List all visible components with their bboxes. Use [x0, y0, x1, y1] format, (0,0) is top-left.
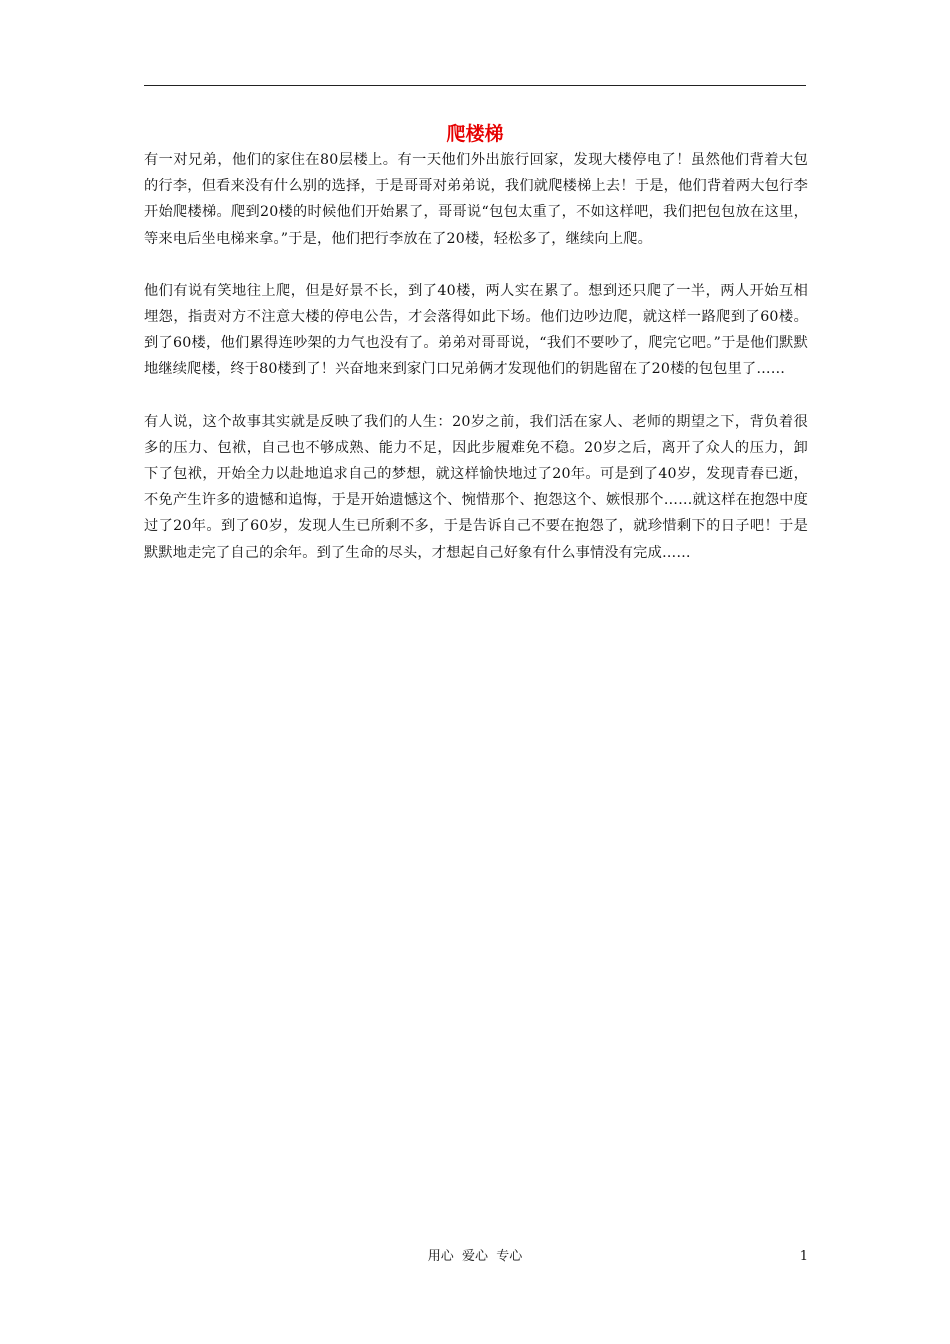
paragraph-1: 有一对兄弟，他们的家住在80层楼上。有一天他们外出旅行回家，发现大楼停电了！虽然他们背着大包的行李，但看来没有什么别的选择，于是哥哥对弟弟说，我们就爬楼梯上去！于是，他们背着两大包行李开始爬楼梯。爬到20楼的时候他们开始累了，哥哥说“包包太重了，不如这样吧，我们把包包放在这里，等来电后坐电梯来拿。”于是，他们把行李放在了20楼，轻松多了，继续向上爬。: [144, 152, 808, 247]
document-body: [144, 147, 808, 592]
paragraph-3: 有人说，这个故事其实就是反映了我们的人生：20岁之前，我们活在家人、老师的期望之下，背负着很多的压力、包袱，自己也不够成熟、能力不足，因此步履难免不稳。20岁之后，离开了众人的压力，卸下了包袱，开始全力以赴地追求自己的梦想，就这样愉快地过了20年。可是到了40岁，发现青春已逝，不免产生许多的遗憾和追悔，于是开始遗憾这个、惋惜那个、抱怨这个、嫉恨那个……就这样在抱怨中度过了20年。到了60岁，发现人生已所剩不多，于是告诉自己不要在抱怨了，就珍惜剩下的日子吧！于是默默地走完了自己的余年。到了生命的尽头，才想起自己好象有什么事情没有完成……: [144, 413, 808, 561]
paragraph-2: 他们有说有笑地往上爬，但是好景不长，到了40楼，两人实在累了。想到还只爬了一半，两人开始互相埋怨，指责对方不注意大楼的停电公告，才会落得如此下场。他们边吵边爬，就这样一路爬到了60楼。到了60楼，他们累得连吵架的力气也没有了。弟弟对哥哥说，“我们不要吵了，爬完它吧。”于是他们默默地继续爬楼，终于80楼到了！兴奋地来到家门口兄弟俩才发现他们的钥匙留在了20楼的包包里了……: [144, 282, 808, 378]
page-number: 1: [799, 1249, 808, 1264]
header-rule: [144, 85, 806, 86]
document-title: 爬楼梯: [446, 123, 504, 145]
footer-motto: 用心 爱心 专心: [427, 1249, 523, 1264]
